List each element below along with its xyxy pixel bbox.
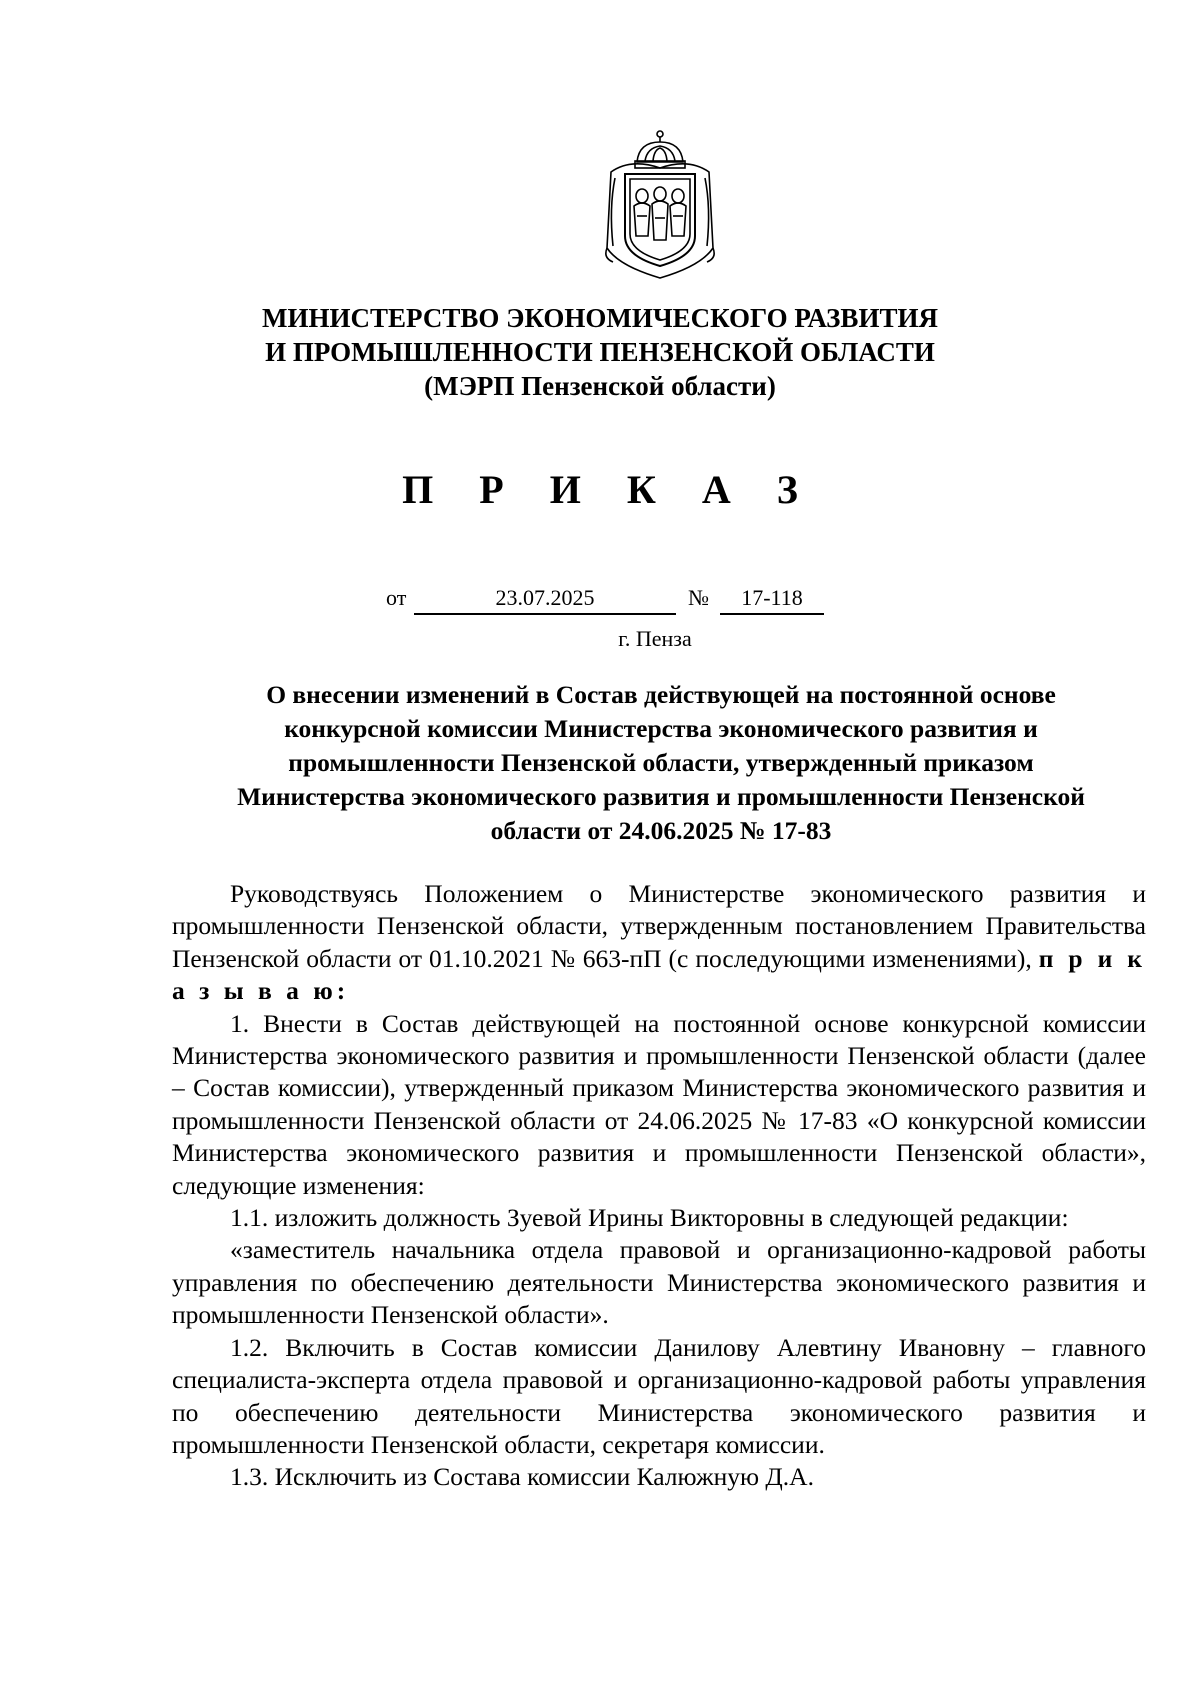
paragraph-preamble — [172, 878, 1146, 1008]
ministry-abbreviation: (МЭРП Пензенской области) — [424, 371, 776, 401]
paragraph-item-1-1: 1.1. изложить должность Зуевой Ирины Викторовны в следующей редакции: — [230, 1203, 1069, 1233]
subject-line-1: О внесении изменений в Состав действующей на постоянной основе — [266, 680, 1056, 709]
subject-line-2: конкурсной комиссии Министерства экономического развития и — [284, 714, 1038, 743]
subject-line-3: промышленности Пензенской области, утвержденный приказом — [288, 748, 1034, 777]
document-type-title: П Р И К А З — [402, 467, 816, 512]
order-verb: п р и к а з ы в а ю: — [172, 943, 1146, 1006]
paragraph-item-1: 1. Внести в Состав действующей на постоянной основе конкурсной комиссии Министерства экономического развития и промышленности Пензенской области (далее – Состав комиссии), утвержденный приказом Министерства экономического развития и промышленности Пензенской области от 24.06.2025 № 17-83 «О конкурсной комиссии Министерства экономического развития и промышленности Пензенской области», следующие изменения: — [172, 1008, 1146, 1200]
coat-of-arms-emblem — [601, 128, 719, 283]
ministry-name-line-2: И ПРОМЫШЛЕННОСТИ ПЕНЗЕНСКОЙ ОБЛАСТИ — [265, 337, 935, 367]
document-body — [172, 878, 1146, 1494]
subject-block — [186, 678, 1136, 848]
paragraph-item-1-3: 1.3. Исключить из Состава комиссии Калюжную Д.А. — [230, 1462, 814, 1492]
ministry-name-line-1: МИНИСТЕРСТВО ЭКОНОМИЧЕСКОГО РАЗВИТИЯ — [262, 303, 938, 333]
subject-line-4: Министерства экономического развития и промышленности Пензенской — [237, 782, 1085, 811]
document-date: 23.07.2025 — [414, 583, 676, 615]
paragraph-item-1-2: 1.2. Включить в Состав комиссии Данилову Алевтину Ивановну – главного специалиста-эксперта отдела правовой и организационно-кадровой работы управления по обеспечению деятельности Министерства экономического развития и промышленности Пензенской области, секретаря комиссии. — [172, 1332, 1146, 1459]
preamble-text: Руководствуясь Положением о Министерстве экономического развития и промышленности Пензенской области, утвержденным постановлением Правительства Пензенской области от 01.10.2021 № 663-пП (с последующими изменениями), — [172, 879, 1146, 973]
from-label: от — [386, 585, 407, 610]
document-number: 17-118 — [720, 583, 824, 615]
city: г. Пенза — [618, 626, 692, 651]
number-label: № — [688, 585, 709, 610]
subject-line-5: области от 24.06.2025 № 17-83 — [490, 816, 832, 845]
paragraph-new-position: «заместитель начальника отдела правовой и организационно-кадровой работы управления по обеспечению деятельности Министерства экономического развития и промышленности Пензенской области». — [172, 1235, 1146, 1330]
